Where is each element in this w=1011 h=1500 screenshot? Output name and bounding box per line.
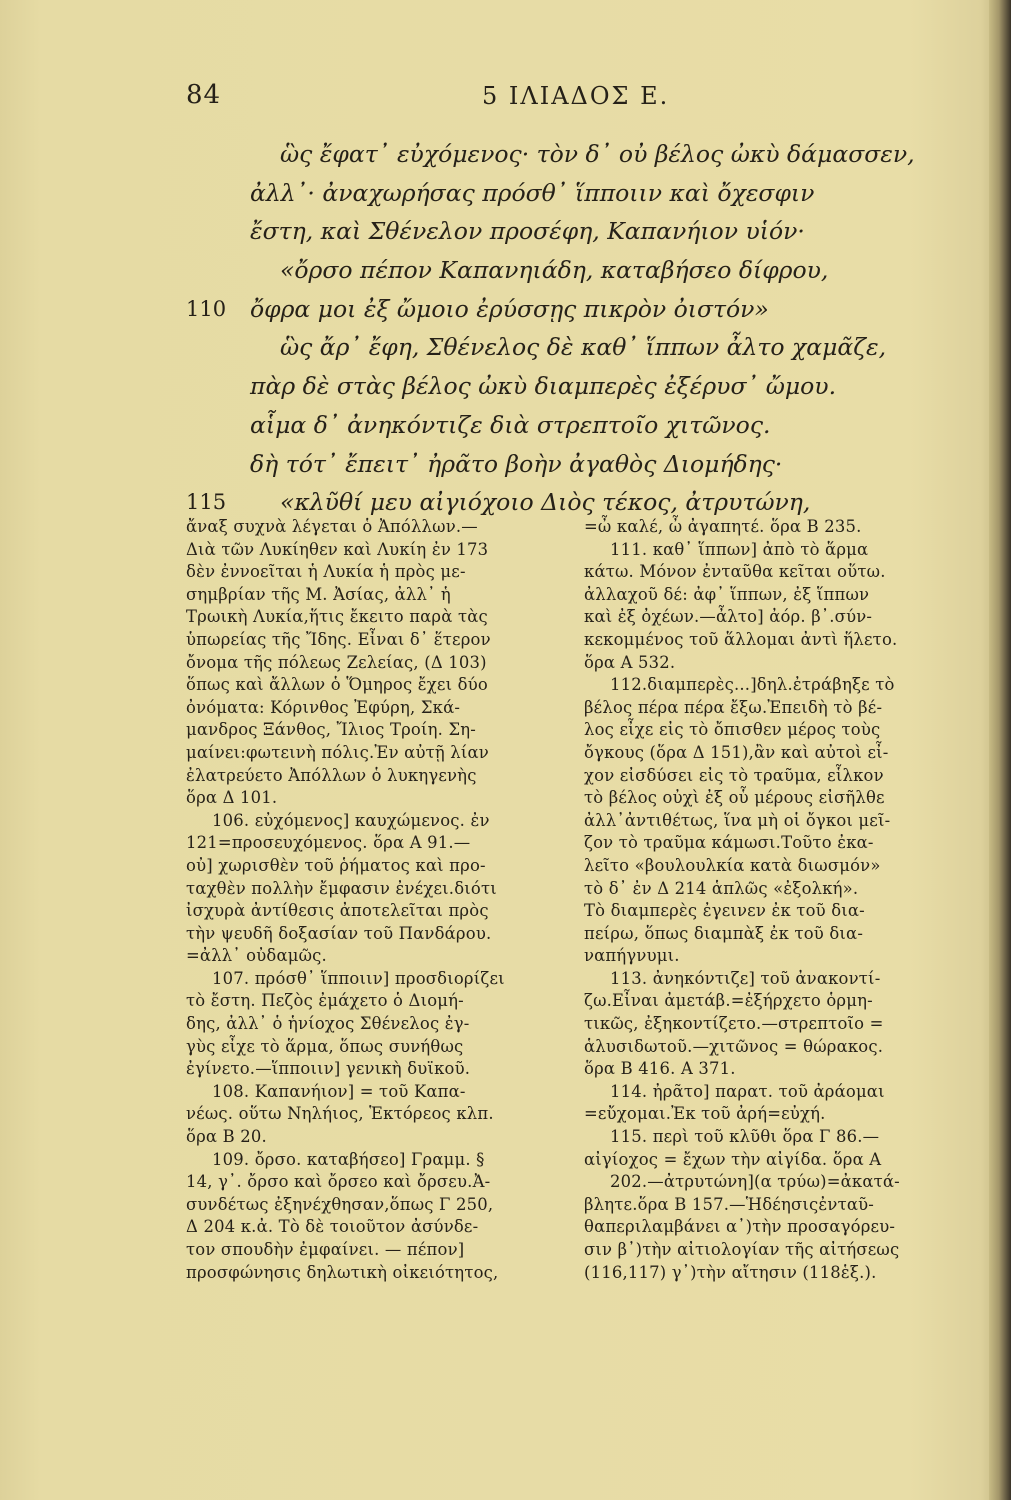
verse-text: ἀλλ᾽· ἀναχωρήσας πρόσθ᾽ ἵπποιιν καὶ ὄχεσφιν bbox=[250, 178, 815, 207]
commentary-line: ἄναξ συχνὰ λέγεται ὁ Ἀπόλλων.— bbox=[186, 517, 478, 536]
commentary-line: βλητε.ὅρα Β 157.—Ἡδέησιςἐνταῦ- bbox=[584, 1194, 875, 1214]
verse-text: πὰρ δὲ στὰς βέλος ὠκὺ διαμπερὲς ἐξέρυσ᾽ ὤμου. bbox=[250, 372, 837, 401]
verse-number: 110 bbox=[186, 296, 227, 321]
commentary-line: μαίνει:φωτεινὴ πόλις.Ἐν αὐτῇ λίαν bbox=[186, 742, 489, 762]
verse-text: αἷμα δ᾽ ἀνηκόντιζε διὰ στρεπτοῖο χιτῶνος. bbox=[250, 410, 771, 439]
verse-line bbox=[186, 406, 961, 445]
commentary-line: 107. πρόσθ᾽ ἵπποιιν] προσδιορίζει bbox=[212, 968, 505, 988]
commentary-line: ὅρα Α 532. bbox=[584, 652, 676, 672]
commentary-line: σημβρίαν τῆς Μ. Ἀσίας, ἀλλ᾽ ἡ bbox=[186, 584, 451, 604]
verse-line bbox=[186, 251, 961, 290]
verse-text: ὣς ἄρ᾽ ἔφη, Σθένελος δὲ καθ᾽ ἵππων ἆλτο χαμᾶζε, bbox=[280, 333, 887, 362]
commentary-line: 14, γ᾽. ὄρσο καὶ ὄρσεο καὶ ὄρσευ.Ἀ- bbox=[186, 1172, 491, 1192]
verse-number: 115 bbox=[186, 490, 227, 515]
commentary-line: 109. ὄρσο. καταβήσεο] Γραμμ. § bbox=[212, 1149, 485, 1169]
commentary-line: σιν β᾽)τὴν αἰτιολογίαν τῆς αἰτήσεως bbox=[584, 1240, 900, 1259]
commentary-line: οὐ] χωρισθὲν τοῦ ῥήματος καὶ προ- bbox=[186, 855, 486, 875]
verse-line bbox=[186, 174, 961, 213]
commentary-line: Τρωικὴ Λυκία,ἥτις ἔκειτο παρὰ τὰς bbox=[186, 607, 488, 627]
commentary-line: ὄγκους (ὅρα Δ 151),ἂν καὶ αὐτοὶ εἶ- bbox=[584, 742, 889, 762]
commentary-line: 121=προσευχόμενος. ὅρα Α 91.— bbox=[186, 833, 471, 853]
commentary-line: τὸ βέλος οὐχὶ ἐξ οὗ μέρους εἰσῆλθε bbox=[584, 788, 885, 808]
page-spine-edge bbox=[989, 0, 1011, 1500]
commentary-line: τον σπουδὴν ἐμφαίνει. — πέπον] bbox=[186, 1240, 465, 1259]
commentary-line: δης, ἀλλ᾽ ὁ ἡνίοχος Σθένελος ἐγ- bbox=[186, 1014, 470, 1034]
commentary-line: μανδρος Ξάνθος, Ἴλιος Τροίη. Ση- bbox=[186, 720, 477, 740]
running-title: 5 ΙΛΙΑΔΟΣ Ε. bbox=[482, 82, 670, 110]
verse-text: «κλῦθί μευ αἰγιόχοιο Διὸς τέκος, ἀτρυτώνη, bbox=[280, 488, 811, 517]
commentary-line: 108. Καπανήιον] = τοῦ Καπα- bbox=[212, 1081, 466, 1101]
commentary-line: γὺς εἶχε τὸ ἅρμα, ὅπως συνήθως bbox=[186, 1036, 464, 1056]
commentary-line: 115. περὶ τοῦ κλῦθι ὅρα Γ 86.— bbox=[610, 1127, 880, 1147]
commentary bbox=[186, 516, 944, 1284]
verse-line bbox=[186, 445, 961, 484]
commentary-line: ναπήγνυμι. bbox=[584, 946, 680, 966]
commentary-line: ὅρα Δ 101. bbox=[186, 788, 278, 808]
commentary-line: 111. καθ᾽ ἵππων] ἀπὸ τὸ ἅρμα bbox=[610, 539, 869, 559]
commentary-line: βέλος πέρα πέρα ἔξω.Ἐπειδὴ τὸ βέ- bbox=[584, 697, 883, 717]
verse-text: δὴ τότ᾽ ἔπειτ᾽ ἠρᾶτο βοὴν ἀγαθὸς Διομήδης· bbox=[250, 449, 783, 478]
verse-line bbox=[186, 367, 961, 406]
commentary-line: =ἀλλ᾽ οὐδαμῶς. bbox=[186, 946, 327, 966]
commentary-line: τὸ δ᾽ ἐν Δ 214 ἁπλῶς «ἐξολκή». bbox=[584, 878, 859, 898]
commentary-line: ὄνομα τῆς πόλεως Ζελείας, (Δ 103) bbox=[186, 652, 487, 672]
commentary-line: ἀλλ᾽ἀντιθέτως, ἵνα μὴ οἱ ὄγκοι μεῖ- bbox=[584, 810, 891, 830]
commentary-line: ὀνόματα: Κόρινθος Ἐφύρη, Σκά- bbox=[186, 697, 461, 717]
commentary-line: κεκομμένος τοῦ ἅλλομαι ἀντὶ ἥλετο. bbox=[584, 629, 898, 649]
verse-line bbox=[186, 212, 961, 251]
commentary-line: λεῖτο «βουλουλκία κατὰ διωσμόν» bbox=[584, 855, 881, 875]
verse-text: ὄφρα μοι ἐξ ὤμοιο ἐρύσσῃς πικρὸν ὀιστόν» bbox=[250, 294, 769, 323]
commentary-line: ὅπως καὶ ἄλλων ὁ Ὅμηρος ἔχει δύο bbox=[186, 675, 488, 695]
verse-text: «ὄρσο πέπον Καπανηιάδη, καταβήσεο δίφρου, bbox=[280, 256, 829, 285]
commentary-line: θαπεριλαμβάνει α᾽)τὴν προσαγόρευ- bbox=[584, 1217, 896, 1237]
verse-line bbox=[186, 135, 961, 174]
verse-text: ὣς ἔφατ᾽ εὐχόμενος· τὸν δ᾽ οὐ βέλος ὠκὺ δάμασσεν, bbox=[280, 140, 915, 168]
commentary-line: Τὸ διαμπερὲς ἐγεινεν ἐκ τοῦ δια- bbox=[584, 901, 865, 921]
commentary-line: Διὰ τῶν Λυκίηθεν καὶ Λυκίη ἐν 173 bbox=[186, 539, 489, 559]
commentary-line: =εὔχομαι.Ἐκ τοῦ ἀρή=εὐχή. bbox=[584, 1104, 826, 1124]
commentary-line: τὸ ἔστη. Πεζὸς ἐμάχετο ὁ Διομή- bbox=[186, 991, 464, 1011]
commentary-line: ὅρα Β 20. bbox=[186, 1127, 267, 1147]
commentary-line: 106. εὐχόμενος] καυχώμενος. ἐν bbox=[212, 810, 490, 830]
commentary-line: προσφώνησις δηλωτικὴ οἰκειότητος, bbox=[186, 1262, 499, 1282]
commentary-line: 113. ἀνηκόντιζε] τοῦ ἀνακοντί- bbox=[610, 968, 881, 988]
verse-line bbox=[186, 328, 961, 367]
commentary-line: νέως. οὕτω Νηλήιος, Ἑκτόρεος κλπ. bbox=[186, 1104, 494, 1124]
commentary-line: 114. ἠρᾶτο] παρατ. τοῦ ἀράομαι bbox=[610, 1081, 885, 1101]
commentary-line: δὲν ἐννοεῖται ἡ Λυκία ἡ πρὸς με- bbox=[186, 562, 466, 582]
commentary-line: τικῶς, ἐξηκοντίζετο.—στρεπτοῖο = bbox=[584, 1014, 884, 1034]
commentary-line: πείρω, ὅπως διαμπὰξ ἐκ τοῦ δια- bbox=[584, 923, 864, 943]
commentary-line: χον εἰσδύσει εἰς τὸ τραῦμα, εἷλκον bbox=[584, 765, 884, 785]
page-header bbox=[186, 80, 961, 120]
commentary-line: ταχθὲν πολλὴν ἔμφασιν ἐνέχει.διότι bbox=[186, 878, 497, 898]
commentary-line: (116,117) γ᾽)τὴν αἴτησιν (118ἑξ.). bbox=[584, 1262, 877, 1282]
commentary-line: ἰσχυρὰ ἀντίθεσις ἀποτελεῖται πρὸς bbox=[186, 901, 489, 921]
commentary-line: ὅρα Β 416. Α 371. bbox=[584, 1059, 736, 1079]
commentary-line: λος εἶχε εἰς τὸ ὄπισθεν μέρος τοὺς bbox=[584, 720, 881, 740]
commentary-line: =ὦ καλέ, ὦ ἀγαπητέ. ὅρα Β 235. bbox=[584, 517, 862, 536]
verse-text: ἔστη, καὶ Σθένελον προσέφη, Καπανήιον υἱόν· bbox=[250, 217, 805, 246]
commentary-right-column bbox=[584, 516, 944, 1284]
commentary-line: τὴν ψευδῆ δοξασίαν τοῦ Πανδάρου. bbox=[186, 923, 492, 943]
commentary-line: 112.διαμπερὲς...]δηλ.ἐτράβηξε τὸ bbox=[610, 675, 895, 695]
commentary-line: ἁλυσιδωτοῦ.—χιτῶνος = θώρακος. bbox=[584, 1036, 884, 1056]
commentary-line: Δ 204 κ.ἀ. Τὸ δὲ τοιοῦτον ἀσύνδε- bbox=[186, 1217, 479, 1237]
commentary-line: ἐγίνετο.—ἵπποιιν] γενικὴ δυϊκοῦ. bbox=[186, 1059, 471, 1079]
poem-text bbox=[186, 135, 961, 522]
commentary-line: καὶ ἐξ ὀχέων.—ἆλτο] ἀόρ. β᾽.σύν- bbox=[584, 607, 873, 627]
commentary-line: ὑπωρείας τῆς Ἴδης. Εἶναι δ᾽ ἕτερον bbox=[186, 629, 491, 649]
commentary-left-column bbox=[186, 516, 546, 1284]
commentary-line: ζον τὸ τραῦμα κάμωσι.Τοῦτο ἐκα- bbox=[584, 833, 874, 853]
page-number: 84 bbox=[186, 80, 222, 110]
commentary-line: αἰγίοχος = ἔχων τὴν αἰγίδα. ὅρα Α bbox=[584, 1149, 882, 1169]
commentary-line: ζω.Εἶναι ἀμετάβ.=ἐξήρχετο ὁρμη- bbox=[584, 991, 873, 1011]
commentary-line: ἀλλαχοῦ δέ: ἀφ᾽ ἵππων, ἐξ ἵππων bbox=[584, 584, 870, 604]
commentary-line: ἐλατρεύετο Ἀπόλλων ὁ λυκηγενὴς bbox=[186, 765, 477, 785]
verse-line bbox=[186, 290, 961, 329]
commentary-line: 202.—ἀτρυτώνη](α τρύω)=ἀκατά- bbox=[610, 1172, 900, 1192]
commentary-line: συνδέτως ἐξηνέχθησαν,ὅπως Γ 250, bbox=[186, 1194, 494, 1214]
commentary-line: κάτω. Μόνον ἐνταῦθα κεῖται οὕτω. bbox=[584, 562, 886, 582]
